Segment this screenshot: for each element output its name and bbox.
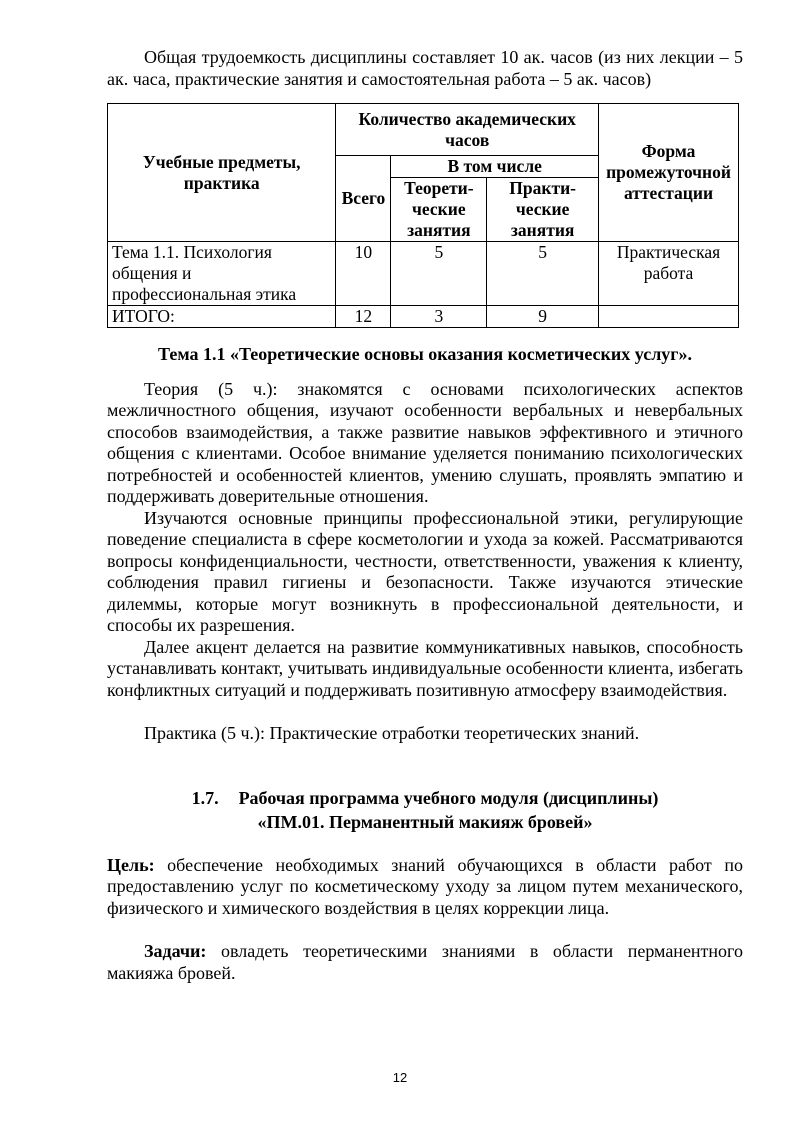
theory-paragraph: Теория (5 ч.): знакомятся с основами психологических аспектов межличностного общения, изучают особенности вербальных и невербальных способов взаимодействия, а также развитие навыков эффективного и этичного общения с клиентами. Особое внимание уделяется пониманию психологических потребностей и особенностей клиентов, умению слушать, проявлять эмпатию и поддерживать доверительные отношения. — [107, 378, 743, 506]
document-page — [107, 47, 743, 984]
row-total: 12 — [336, 306, 391, 328]
header-total: Всего — [336, 156, 391, 242]
goal-text: обеспечение необходимых знаний обучающихся в области работ по предоставлению услуг по косметическому уходу за лицом путем механического, физического и химического воздействия в целях коррекции лица. — [107, 854, 743, 918]
row-practice: 5 — [487, 242, 599, 306]
tasks-paragraph — [107, 941, 743, 984]
table-row — [108, 242, 739, 306]
header-subject: Учебные предметы, практика — [108, 104, 336, 242]
header-form: Форма промежуточной аттестации — [599, 104, 739, 242]
row-theory: 5 — [391, 242, 487, 306]
header-hours: Количество академических часов — [336, 104, 599, 156]
table-row-total — [108, 306, 739, 328]
tasks-label: Задачи: — [144, 941, 207, 961]
row-form: Практическая работа — [599, 242, 739, 306]
row-practice: 9 — [487, 306, 599, 328]
module-title-line1: Рабочая программа учебного модуля (дисциплины) — [238, 787, 659, 808]
header-theory: Теорети-ческие занятия — [391, 178, 487, 242]
row-form — [599, 306, 739, 328]
row-total: 10 — [336, 242, 391, 306]
practice-paragraph: Практика (5 ч.): Практические отработки теоретических знаний. — [144, 723, 640, 743]
intro-paragraph: Общая трудоемкость дисциплины составляет 10 ак. часов (из них лекции – 5 ак. часа, практические занятия и самостоятельная работа – 5 ак. часов) — [107, 47, 743, 89]
hours-table — [107, 103, 739, 328]
row-subject: Тема 1.1. Психология общения и профессиональная этика — [108, 242, 336, 306]
header-including: В том числе — [391, 156, 599, 178]
theory-paragraph: Далее акцент делается на развитие коммуникативных навыков, способность устанавливать контакт, учитывать индивидуальные особенности клиента, избегать конфликтных ситуаций и поддерживать позитивную атмосферу взаимодействия. — [107, 636, 743, 700]
theory-paragraph: Изучаются основные принципы профессиональной этики, регулирующие поведение специалиста в сфере косметологии и ухода за кожей. Рассматриваются вопросы конфиденциальности, честности, ответственности, уважения к клиенту, соблюдения правил гигиены и безопасности. Также изучаются этические дилеммы, которые могут возникнуть в профессиональной деятельности, и способы их разрешения. — [107, 507, 743, 635]
page-number: 12 — [392, 1070, 408, 1085]
module-heading — [107, 786, 743, 834]
goal-label: Цель: — [107, 854, 155, 875]
row-subject: ИТОГО: — [108, 306, 336, 328]
header-practice: Практи-ческие занятия — [487, 178, 599, 242]
goal-paragraph — [107, 855, 743, 920]
tasks-text: овладеть теоретическими знаниями в области перманентного макияжа бровей. — [107, 941, 743, 983]
topic-title: Тема 1.1 «Теоретические основы оказания косметических услуг». — [158, 344, 692, 364]
row-theory: 3 — [391, 306, 487, 328]
module-number: 1.7. — [191, 787, 219, 808]
theory-section — [107, 379, 743, 702]
module-title-line2: «ПМ.01. Перманентный макияж бровей» — [257, 811, 593, 832]
